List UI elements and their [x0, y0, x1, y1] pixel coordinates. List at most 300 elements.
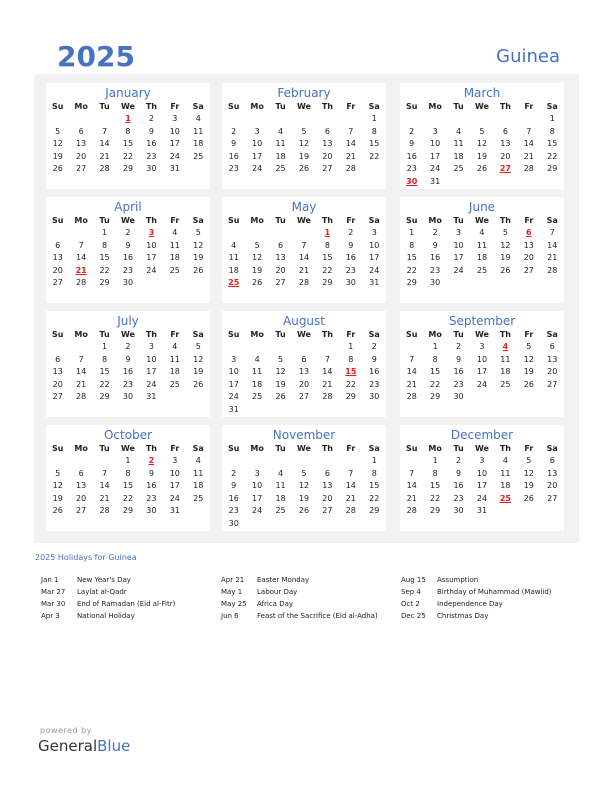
- day-cell[interactable]: 15: [322, 253, 333, 262]
- day-cell[interactable]: 30: [122, 278, 134, 287]
- day-cell[interactable]: 14: [322, 367, 333, 376]
- day-cell[interactable]: 22: [322, 265, 333, 275]
- day-cell[interactable]: 8: [432, 468, 438, 478]
- day-cell[interactable]: 23: [146, 493, 157, 503]
- day-cell[interactable]: 21: [345, 493, 356, 503]
- day-cell[interactable]: 17: [228, 379, 239, 389]
- day-cell[interactable]: 29: [322, 278, 333, 287]
- day-cell[interactable]: 2: [371, 342, 377, 351]
- day-cell[interactable]: 12: [298, 139, 310, 148]
- day-cell[interactable]: 3: [172, 114, 178, 123]
- day-cell[interactable]: 7: [324, 354, 330, 364]
- day-cell[interactable]: 19: [500, 253, 511, 262]
- day-cell[interactable]: 30: [345, 278, 356, 287]
- day-cell[interactable]: 12: [523, 468, 534, 478]
- day-cell[interactable]: 19: [52, 151, 63, 161]
- day-cell[interactable]: 17: [430, 151, 441, 161]
- day-cell[interactable]: 19: [193, 367, 204, 376]
- day-cell[interactable]: 13: [52, 367, 63, 376]
- holiday-day-cell[interactable]: 25: [499, 493, 511, 503]
- day-cell[interactable]: 24: [453, 265, 464, 275]
- day-cell[interactable]: 13: [322, 139, 333, 148]
- day-cell[interactable]: 18: [275, 151, 286, 161]
- day-cell[interactable]: 15: [369, 481, 380, 490]
- day-cell[interactable]: 4: [278, 468, 284, 478]
- day-cell[interactable]: 22: [122, 493, 134, 503]
- day-cell[interactable]: 24: [252, 506, 263, 515]
- day-cell[interactable]: 27: [52, 278, 63, 287]
- day-cell[interactable]: 31: [369, 278, 380, 287]
- day-cell[interactable]: 23: [345, 265, 356, 275]
- day-cell[interactable]: 23: [228, 164, 239, 173]
- day-cell[interactable]: 29: [369, 506, 380, 515]
- day-cell[interactable]: 14: [547, 240, 558, 250]
- day-cell[interactable]: 17: [476, 367, 488, 376]
- day-cell[interactable]: 19: [476, 151, 488, 161]
- day-cell[interactable]: 16: [122, 253, 134, 262]
- day-cell[interactable]: 6: [78, 126, 84, 136]
- day-cell[interactable]: 12: [193, 354, 204, 364]
- day-cell[interactable]: 2: [125, 342, 131, 351]
- day-cell[interactable]: 5: [301, 468, 307, 478]
- day-cell[interactable]: 12: [523, 354, 534, 364]
- day-cell[interactable]: 18: [476, 253, 488, 262]
- day-cell[interactable]: 2: [231, 468, 237, 478]
- day-cell[interactable]: 5: [55, 468, 61, 478]
- day-cell[interactable]: 27: [298, 392, 310, 401]
- day-cell[interactable]: 16: [369, 367, 380, 376]
- day-cell[interactable]: 28: [523, 164, 534, 173]
- day-cell[interactable]: 9: [125, 240, 131, 250]
- day-cell[interactable]: 19: [275, 379, 286, 389]
- day-cell[interactable]: 29: [430, 392, 441, 401]
- day-cell[interactable]: 31: [476, 506, 488, 515]
- day-cell[interactable]: 12: [52, 481, 63, 490]
- day-cell[interactable]: 22: [547, 151, 558, 161]
- day-cell[interactable]: 4: [278, 126, 284, 136]
- day-cell[interactable]: 24: [146, 265, 157, 275]
- day-cell[interactable]: 1: [102, 228, 108, 237]
- day-cell[interactable]: 11: [500, 354, 511, 364]
- day-cell[interactable]: 7: [102, 468, 108, 478]
- day-cell[interactable]: 11: [228, 253, 239, 262]
- day-cell[interactable]: 6: [502, 126, 508, 136]
- day-cell[interactable]: 5: [301, 126, 307, 136]
- day-cell[interactable]: 30: [122, 392, 134, 401]
- day-cell[interactable]: 11: [193, 468, 204, 478]
- day-cell[interactable]: 28: [76, 278, 87, 287]
- day-cell[interactable]: 1: [409, 228, 415, 237]
- day-cell[interactable]: 8: [371, 126, 377, 136]
- day-cell[interactable]: 24: [228, 392, 239, 401]
- day-cell[interactable]: 13: [322, 481, 333, 490]
- day-cell[interactable]: 18: [169, 253, 180, 262]
- day-cell[interactable]: 20: [500, 151, 511, 161]
- day-cell[interactable]: 12: [275, 367, 286, 376]
- day-cell[interactable]: 14: [99, 139, 110, 148]
- day-cell[interactable]: 29: [345, 392, 356, 401]
- day-cell[interactable]: 9: [148, 468, 154, 478]
- day-cell[interactable]: 16: [122, 367, 134, 376]
- day-cell[interactable]: 3: [172, 456, 178, 465]
- day-cell[interactable]: 27: [275, 278, 286, 287]
- day-cell[interactable]: 12: [52, 139, 63, 148]
- day-cell[interactable]: 3: [479, 456, 485, 465]
- day-cell[interactable]: 28: [406, 392, 417, 401]
- day-cell[interactable]: 19: [193, 253, 204, 262]
- day-cell[interactable]: 19: [252, 265, 263, 275]
- day-cell[interactable]: 16: [453, 481, 464, 490]
- day-cell[interactable]: 6: [324, 126, 330, 136]
- holiday-day-cell[interactable]: 30: [406, 176, 418, 186]
- day-cell[interactable]: 20: [76, 151, 87, 161]
- day-cell[interactable]: 21: [345, 151, 356, 161]
- day-cell[interactable]: 8: [102, 354, 108, 364]
- day-cell[interactable]: 16: [406, 151, 417, 161]
- day-cell[interactable]: 9: [231, 139, 237, 148]
- day-cell[interactable]: 21: [99, 493, 110, 503]
- day-cell[interactable]: 31: [169, 506, 180, 515]
- day-cell[interactable]: 27: [76, 164, 87, 173]
- day-cell[interactable]: 2: [432, 228, 438, 237]
- day-cell[interactable]: 17: [146, 367, 157, 376]
- day-cell[interactable]: 16: [345, 253, 356, 262]
- day-cell[interactable]: 20: [76, 493, 87, 503]
- day-cell[interactable]: 21: [523, 151, 534, 161]
- generalblue-logo[interactable]: [38, 737, 130, 755]
- day-cell[interactable]: 15: [369, 139, 380, 148]
- day-cell[interactable]: 17: [146, 253, 157, 262]
- day-cell[interactable]: 1: [371, 114, 377, 123]
- day-cell[interactable]: 20: [322, 493, 333, 503]
- day-cell[interactable]: 31: [169, 164, 180, 173]
- day-cell[interactable]: 30: [369, 392, 380, 401]
- day-cell[interactable]: 25: [169, 379, 180, 389]
- day-cell[interactable]: 21: [298, 265, 310, 275]
- day-cell[interactable]: 1: [549, 114, 555, 123]
- day-cell[interactable]: 9: [456, 354, 462, 364]
- day-cell[interactable]: 21: [547, 253, 558, 262]
- day-cell[interactable]: 26: [275, 392, 286, 401]
- day-cell[interactable]: 7: [549, 228, 555, 237]
- day-cell[interactable]: 27: [76, 506, 87, 515]
- day-cell[interactable]: 22: [99, 265, 110, 275]
- day-cell[interactable]: 7: [526, 126, 532, 136]
- day-cell[interactable]: 3: [371, 228, 377, 237]
- day-cell[interactable]: 14: [406, 481, 417, 490]
- day-cell[interactable]: 16: [453, 367, 464, 376]
- day-cell[interactable]: 29: [122, 164, 134, 173]
- day-cell[interactable]: 7: [78, 240, 84, 250]
- day-cell[interactable]: 8: [432, 354, 438, 364]
- day-cell[interactable]: 21: [406, 379, 417, 389]
- day-cell[interactable]: 22: [99, 379, 110, 389]
- day-cell[interactable]: 28: [345, 164, 356, 173]
- day-cell[interactable]: 7: [348, 126, 354, 136]
- day-cell[interactable]: 11: [169, 240, 180, 250]
- day-cell[interactable]: 28: [406, 506, 417, 515]
- day-cell[interactable]: 3: [148, 342, 154, 351]
- day-cell[interactable]: 18: [169, 367, 180, 376]
- day-cell[interactable]: 24: [146, 379, 157, 389]
- day-cell[interactable]: 21: [406, 493, 417, 503]
- day-cell[interactable]: 23: [122, 265, 134, 275]
- holiday-day-cell[interactable]: 1: [125, 114, 131, 123]
- holiday-day-cell[interactable]: 25: [228, 278, 240, 287]
- day-cell[interactable]: 23: [453, 379, 464, 389]
- day-cell[interactable]: 28: [76, 392, 87, 401]
- day-cell[interactable]: 1: [371, 456, 377, 465]
- day-cell[interactable]: 8: [324, 240, 330, 250]
- day-cell[interactable]: 29: [122, 506, 134, 515]
- holiday-day-cell[interactable]: 2: [148, 456, 155, 465]
- day-cell[interactable]: 9: [432, 240, 438, 250]
- day-cell[interactable]: 25: [193, 151, 204, 161]
- day-cell[interactable]: 12: [476, 139, 488, 148]
- day-cell[interactable]: 5: [502, 228, 508, 237]
- day-cell[interactable]: 25: [275, 164, 286, 173]
- holiday-day-cell[interactable]: 6: [526, 228, 532, 237]
- day-cell[interactable]: 9: [456, 468, 462, 478]
- day-cell[interactable]: 24: [369, 265, 380, 275]
- day-cell[interactable]: 25: [169, 265, 180, 275]
- day-cell[interactable]: 4: [195, 456, 201, 465]
- day-cell[interactable]: 3: [456, 228, 462, 237]
- day-cell[interactable]: 24: [169, 151, 180, 161]
- day-cell[interactable]: 15: [122, 481, 134, 490]
- day-cell[interactable]: 21: [99, 151, 110, 161]
- day-cell[interactable]: 26: [523, 379, 534, 389]
- day-cell[interactable]: 3: [254, 126, 260, 136]
- holiday-day-cell[interactable]: 27: [499, 164, 511, 173]
- day-cell[interactable]: 26: [523, 493, 534, 503]
- day-cell[interactable]: 6: [301, 354, 307, 364]
- day-cell[interactable]: 18: [193, 139, 204, 148]
- day-cell[interactable]: 10: [146, 240, 157, 250]
- day-cell[interactable]: 11: [169, 354, 180, 364]
- day-cell[interactable]: 5: [195, 228, 201, 237]
- day-cell[interactable]: 29: [430, 506, 441, 515]
- holiday-day-cell[interactable]: 21: [75, 265, 87, 275]
- day-cell[interactable]: 3: [254, 468, 260, 478]
- day-cell[interactable]: 5: [526, 342, 532, 351]
- day-cell[interactable]: 31: [228, 404, 239, 414]
- day-cell[interactable]: 21: [322, 379, 333, 389]
- day-cell[interactable]: 9: [231, 481, 237, 490]
- day-cell[interactable]: 2: [348, 228, 354, 237]
- day-cell[interactable]: 13: [76, 481, 87, 490]
- day-cell[interactable]: 2: [231, 126, 237, 136]
- day-cell[interactable]: 24: [252, 164, 263, 173]
- day-cell[interactable]: 4: [172, 228, 178, 237]
- day-cell[interactable]: 30: [146, 506, 157, 515]
- day-cell[interactable]: 12: [193, 240, 204, 250]
- day-cell[interactable]: 27: [523, 265, 534, 275]
- day-cell[interactable]: 16: [146, 139, 157, 148]
- day-cell[interactable]: 4: [195, 114, 201, 123]
- day-cell[interactable]: 19: [298, 151, 310, 161]
- day-cell[interactable]: 10: [169, 126, 180, 136]
- day-cell[interactable]: 2: [125, 228, 131, 237]
- day-cell[interactable]: 27: [547, 379, 558, 389]
- day-cell[interactable]: 29: [406, 278, 417, 287]
- day-cell[interactable]: 20: [547, 481, 558, 490]
- day-cell[interactable]: 13: [52, 253, 63, 262]
- day-cell[interactable]: 13: [547, 468, 558, 478]
- day-cell[interactable]: 6: [55, 354, 61, 364]
- day-cell[interactable]: 16: [146, 481, 157, 490]
- day-cell[interactable]: 8: [371, 468, 377, 478]
- day-cell[interactable]: 17: [252, 151, 263, 161]
- day-cell[interactable]: 27: [322, 506, 333, 515]
- day-cell[interactable]: 23: [453, 493, 464, 503]
- day-cell[interactable]: 18: [500, 481, 511, 490]
- day-cell[interactable]: 19: [523, 481, 534, 490]
- day-cell[interactable]: 17: [476, 481, 488, 490]
- day-cell[interactable]: 17: [453, 253, 464, 262]
- day-cell[interactable]: 30: [453, 506, 464, 515]
- day-cell[interactable]: 11: [500, 468, 511, 478]
- day-cell[interactable]: 25: [500, 379, 511, 389]
- day-cell[interactable]: 26: [252, 278, 263, 287]
- day-cell[interactable]: 20: [52, 379, 63, 389]
- day-cell[interactable]: 14: [345, 481, 356, 490]
- day-cell[interactable]: 24: [430, 164, 441, 173]
- day-cell[interactable]: 20: [275, 265, 286, 275]
- day-cell[interactable]: 19: [298, 493, 310, 503]
- day-cell[interactable]: 16: [430, 253, 441, 262]
- day-cell[interactable]: 23: [228, 506, 239, 515]
- day-cell[interactable]: 23: [406, 164, 417, 173]
- holiday-day-cell[interactable]: 4: [502, 342, 509, 351]
- day-cell[interactable]: 26: [52, 164, 63, 173]
- day-cell[interactable]: 4: [456, 126, 462, 136]
- day-cell[interactable]: 11: [193, 126, 204, 136]
- day-cell[interactable]: 11: [275, 139, 286, 148]
- day-cell[interactable]: 17: [169, 139, 180, 148]
- day-cell[interactable]: 10: [476, 354, 488, 364]
- day-cell[interactable]: 14: [345, 139, 356, 148]
- day-cell[interactable]: 18: [275, 493, 286, 503]
- day-cell[interactable]: 29: [99, 278, 110, 287]
- day-cell[interactable]: 22: [122, 151, 134, 161]
- day-cell[interactable]: 4: [479, 228, 485, 237]
- day-cell[interactable]: 28: [322, 392, 333, 401]
- day-cell[interactable]: 18: [500, 367, 511, 376]
- day-cell[interactable]: 10: [146, 354, 157, 364]
- holiday-day-cell[interactable]: 1: [324, 228, 331, 237]
- day-cell[interactable]: 7: [409, 354, 415, 364]
- day-cell[interactable]: 8: [125, 468, 131, 478]
- day-cell[interactable]: 26: [52, 506, 63, 515]
- day-cell[interactable]: 24: [169, 493, 180, 503]
- holiday-day-cell[interactable]: 15: [345, 367, 357, 376]
- day-cell[interactable]: 6: [278, 240, 284, 250]
- day-cell[interactable]: 10: [369, 240, 380, 250]
- day-cell[interactable]: 23: [122, 379, 134, 389]
- day-cell[interactable]: 16: [228, 151, 239, 161]
- day-cell[interactable]: 26: [193, 379, 204, 389]
- day-cell[interactable]: 28: [547, 265, 558, 275]
- day-cell[interactable]: 14: [406, 367, 417, 376]
- day-cell[interactable]: 20: [52, 265, 63, 275]
- day-cell[interactable]: 23: [369, 379, 380, 389]
- day-cell[interactable]: 9: [148, 126, 154, 136]
- day-cell[interactable]: 5: [55, 126, 61, 136]
- day-cell[interactable]: 21: [76, 379, 87, 389]
- day-cell[interactable]: 30: [430, 278, 441, 287]
- day-cell[interactable]: 6: [55, 240, 61, 250]
- day-cell[interactable]: 10: [430, 139, 441, 148]
- day-cell[interactable]: 25: [252, 392, 263, 401]
- day-cell[interactable]: 1: [125, 456, 131, 465]
- day-cell[interactable]: 6: [549, 342, 555, 351]
- day-cell[interactable]: 10: [252, 481, 263, 490]
- day-cell[interactable]: 26: [476, 164, 488, 173]
- day-cell[interactable]: 5: [479, 126, 485, 136]
- day-cell[interactable]: 14: [76, 253, 87, 262]
- day-cell[interactable]: 24: [476, 379, 488, 389]
- day-cell[interactable]: 2: [456, 342, 462, 351]
- day-cell[interactable]: 18: [193, 481, 204, 490]
- day-cell[interactable]: 15: [122, 139, 134, 148]
- day-cell[interactable]: 3: [432, 126, 438, 136]
- day-cell[interactable]: 15: [547, 139, 558, 148]
- day-cell[interactable]: 30: [228, 518, 239, 528]
- day-cell[interactable]: 5: [195, 342, 201, 351]
- day-cell[interactable]: 1: [348, 342, 354, 351]
- day-cell[interactable]: 20: [547, 367, 558, 376]
- day-cell[interactable]: 8: [102, 240, 108, 250]
- holiday-day-cell[interactable]: 3: [148, 228, 155, 237]
- day-cell[interactable]: 3: [231, 354, 237, 364]
- day-cell[interactable]: 11: [476, 240, 488, 250]
- day-cell[interactable]: 7: [102, 126, 108, 136]
- day-cell[interactable]: 26: [500, 265, 511, 275]
- day-cell[interactable]: 28: [99, 164, 110, 173]
- day-cell[interactable]: 23: [430, 265, 441, 275]
- day-cell[interactable]: 2: [456, 456, 462, 465]
- day-cell[interactable]: 10: [252, 139, 263, 148]
- day-cell[interactable]: 18: [252, 379, 263, 389]
- day-cell[interactable]: 13: [523, 240, 534, 250]
- day-cell[interactable]: 22: [369, 493, 380, 503]
- day-cell[interactable]: 9: [371, 354, 377, 364]
- day-cell[interactable]: 12: [298, 481, 310, 490]
- day-cell[interactable]: 15: [430, 367, 441, 376]
- day-cell[interactable]: 28: [99, 506, 110, 515]
- day-cell[interactable]: 8: [348, 354, 354, 364]
- day-cell[interactable]: 29: [99, 392, 110, 401]
- day-cell[interactable]: 22: [430, 493, 441, 503]
- day-cell[interactable]: 13: [275, 253, 286, 262]
- day-cell[interactable]: 23: [146, 151, 157, 161]
- day-cell[interactable]: 4: [231, 240, 237, 250]
- day-cell[interactable]: 24: [476, 493, 488, 503]
- day-cell[interactable]: 8: [409, 240, 415, 250]
- day-cell[interactable]: 15: [99, 367, 110, 376]
- day-cell[interactable]: 30: [453, 392, 464, 401]
- day-cell[interactable]: 7: [78, 354, 84, 364]
- day-cell[interactable]: 10: [169, 468, 180, 478]
- day-cell[interactable]: 30: [146, 164, 157, 173]
- day-cell[interactable]: 10: [228, 367, 239, 376]
- day-cell[interactable]: 28: [345, 506, 356, 515]
- day-cell[interactable]: 19: [523, 367, 534, 376]
- day-cell[interactable]: 8: [549, 126, 555, 136]
- day-cell[interactable]: 26: [193, 265, 204, 275]
- day-cell[interactable]: 14: [76, 367, 87, 376]
